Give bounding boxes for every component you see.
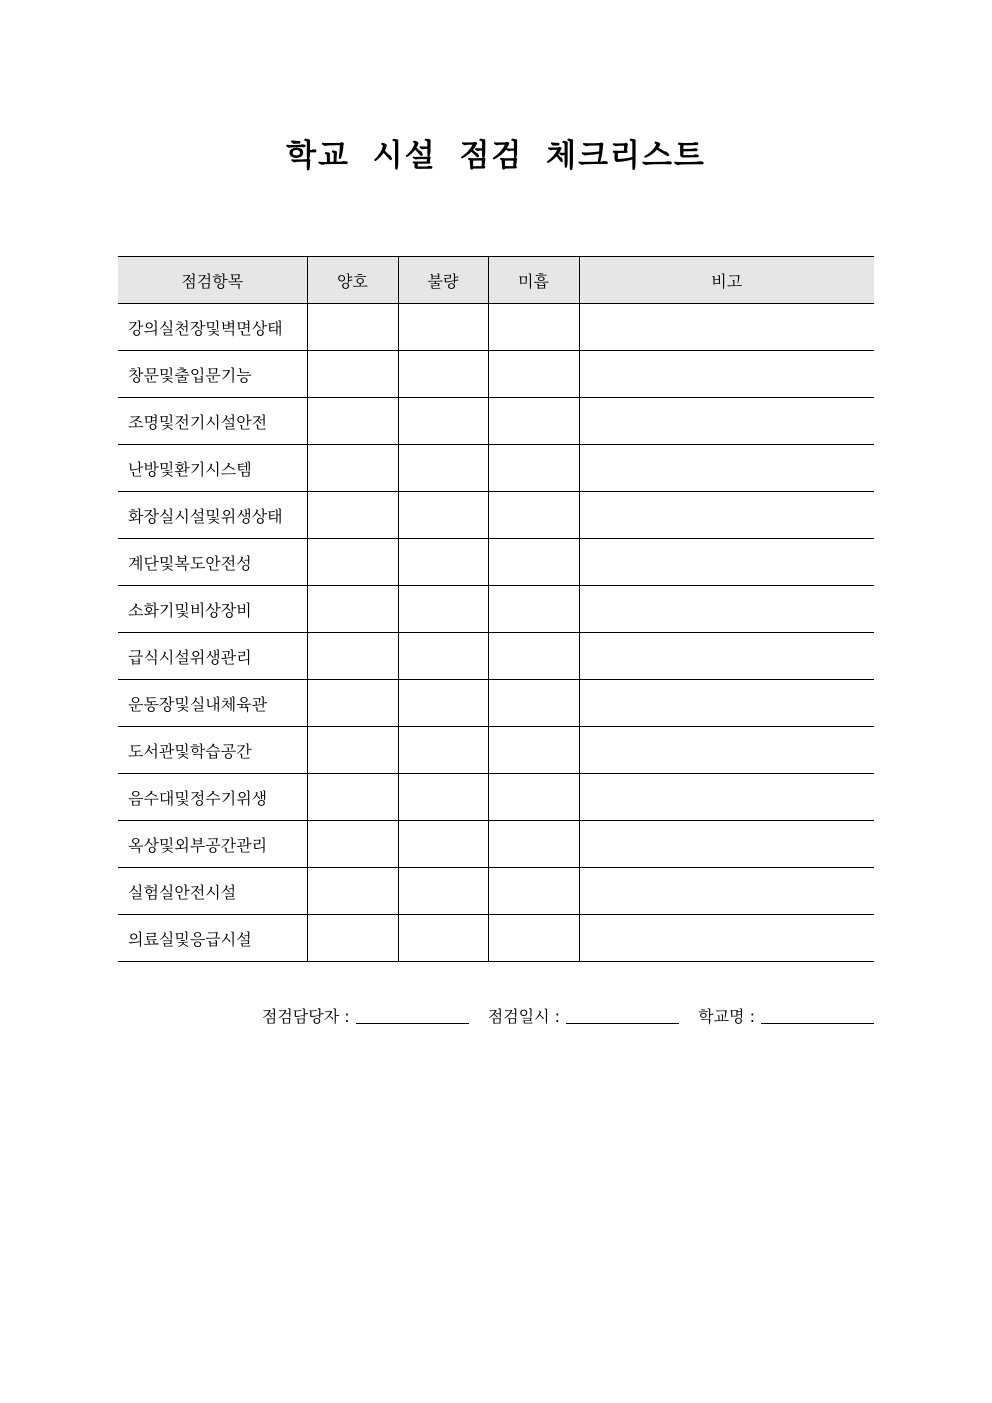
inspection-item: 조명및전기시설안전 bbox=[118, 398, 307, 445]
table-row bbox=[118, 351, 874, 398]
inspection-item: 창문및출입문기능 bbox=[118, 351, 307, 398]
bad-cell[interactable] bbox=[398, 492, 488, 539]
table-row bbox=[118, 539, 874, 586]
good-cell[interactable] bbox=[307, 868, 398, 915]
header-bad: 불량 bbox=[398, 257, 488, 304]
bad-cell[interactable] bbox=[398, 351, 488, 398]
good-cell[interactable] bbox=[307, 915, 398, 962]
table-row bbox=[118, 821, 874, 868]
remarks-cell[interactable] bbox=[579, 351, 874, 398]
remarks-cell[interactable] bbox=[579, 633, 874, 680]
table-row bbox=[118, 586, 874, 633]
remarks-cell[interactable] bbox=[579, 868, 874, 915]
header-item: 점검항목 bbox=[118, 257, 307, 304]
good-cell[interactable] bbox=[307, 445, 398, 492]
inspector-field[interactable] bbox=[356, 1003, 469, 1024]
good-cell[interactable] bbox=[307, 821, 398, 868]
bad-cell[interactable] bbox=[398, 445, 488, 492]
remarks-cell[interactable] bbox=[579, 727, 874, 774]
bad-cell[interactable] bbox=[398, 398, 488, 445]
bad-cell[interactable] bbox=[398, 868, 488, 915]
insufficient-cell[interactable] bbox=[488, 821, 579, 868]
table-row bbox=[118, 727, 874, 774]
insufficient-cell[interactable] bbox=[488, 445, 579, 492]
bad-cell[interactable] bbox=[398, 633, 488, 680]
good-cell[interactable] bbox=[307, 492, 398, 539]
bad-cell[interactable] bbox=[398, 304, 488, 351]
inspection-item: 계단및복도안전성 bbox=[118, 539, 307, 586]
insufficient-cell[interactable] bbox=[488, 304, 579, 351]
good-cell[interactable] bbox=[307, 727, 398, 774]
good-cell[interactable] bbox=[307, 398, 398, 445]
page-title: 학교 시설 점검 체크리스트 bbox=[286, 138, 706, 174]
bad-cell[interactable] bbox=[398, 680, 488, 727]
bad-cell[interactable] bbox=[398, 586, 488, 633]
insufficient-cell[interactable] bbox=[488, 727, 579, 774]
table-row bbox=[118, 398, 874, 445]
inspection-item: 의료실및응급시설 bbox=[118, 915, 307, 962]
checklist-table bbox=[118, 256, 874, 962]
inspection-item: 강의실천장및벽면상태 bbox=[118, 304, 307, 351]
date-label: 점검일시 : bbox=[487, 1007, 561, 1026]
bad-cell[interactable] bbox=[398, 539, 488, 586]
table-row bbox=[118, 915, 874, 962]
header-remarks: 비고 bbox=[579, 257, 874, 304]
inspection-item: 급식시설위생관리 bbox=[118, 633, 307, 680]
insufficient-cell[interactable] bbox=[488, 868, 579, 915]
inspection-item: 음수대및정수기위생 bbox=[118, 774, 307, 821]
date-field[interactable] bbox=[566, 1003, 679, 1024]
remarks-cell[interactable] bbox=[579, 492, 874, 539]
good-cell[interactable] bbox=[307, 633, 398, 680]
remarks-cell[interactable] bbox=[579, 304, 874, 351]
insufficient-cell[interactable] bbox=[488, 633, 579, 680]
table-row bbox=[118, 492, 874, 539]
remarks-cell[interactable] bbox=[579, 915, 874, 962]
insufficient-cell[interactable] bbox=[488, 398, 579, 445]
good-cell[interactable] bbox=[307, 539, 398, 586]
school-field[interactable] bbox=[761, 1003, 874, 1024]
inspection-item: 난방및환기시스템 bbox=[118, 445, 307, 492]
header-insufficient: 미흡 bbox=[488, 257, 579, 304]
remarks-cell[interactable] bbox=[579, 774, 874, 821]
remarks-cell[interactable] bbox=[579, 539, 874, 586]
table-row bbox=[118, 633, 874, 680]
table-row bbox=[118, 445, 874, 492]
insufficient-cell[interactable] bbox=[488, 774, 579, 821]
remarks-cell[interactable] bbox=[579, 821, 874, 868]
header-good: 양호 bbox=[307, 257, 398, 304]
inspector-label: 점검담당자 : bbox=[261, 1007, 350, 1026]
inspector-group bbox=[256, 1007, 474, 1026]
inspection-item: 화장실시설및위생상태 bbox=[118, 492, 307, 539]
good-cell[interactable] bbox=[307, 351, 398, 398]
insufficient-cell[interactable] bbox=[488, 492, 579, 539]
bad-cell[interactable] bbox=[398, 774, 488, 821]
insufficient-cell[interactable] bbox=[488, 539, 579, 586]
insufficient-cell[interactable] bbox=[488, 915, 579, 962]
inspection-item: 운동장및실내체육관 bbox=[118, 680, 307, 727]
signature-footer bbox=[256, 1003, 874, 1029]
remarks-cell[interactable] bbox=[579, 586, 874, 633]
good-cell[interactable] bbox=[307, 774, 398, 821]
date-group bbox=[482, 1007, 684, 1026]
table-row bbox=[118, 868, 874, 915]
bad-cell[interactable] bbox=[398, 915, 488, 962]
bad-cell[interactable] bbox=[398, 727, 488, 774]
bad-cell[interactable] bbox=[398, 821, 488, 868]
insufficient-cell[interactable] bbox=[488, 351, 579, 398]
remarks-cell[interactable] bbox=[579, 445, 874, 492]
inspection-item: 옥상및외부공간관리 bbox=[118, 821, 307, 868]
table-row bbox=[118, 304, 874, 351]
insufficient-cell[interactable] bbox=[488, 586, 579, 633]
inspection-item: 실험실안전시설 bbox=[118, 868, 307, 915]
inspection-item: 도서관및학습공간 bbox=[118, 727, 307, 774]
remarks-cell[interactable] bbox=[579, 680, 874, 727]
table-row bbox=[118, 680, 874, 727]
school-group bbox=[692, 1007, 874, 1026]
inspection-item: 소화기및비상장비 bbox=[118, 586, 307, 633]
school-label: 학교명 : bbox=[698, 1007, 755, 1026]
good-cell[interactable] bbox=[307, 586, 398, 633]
table-row bbox=[118, 774, 874, 821]
insufficient-cell[interactable] bbox=[488, 680, 579, 727]
table-header-row bbox=[118, 257, 874, 304]
good-cell[interactable] bbox=[307, 680, 398, 727]
remarks-cell[interactable] bbox=[579, 398, 874, 445]
good-cell[interactable] bbox=[307, 304, 398, 351]
